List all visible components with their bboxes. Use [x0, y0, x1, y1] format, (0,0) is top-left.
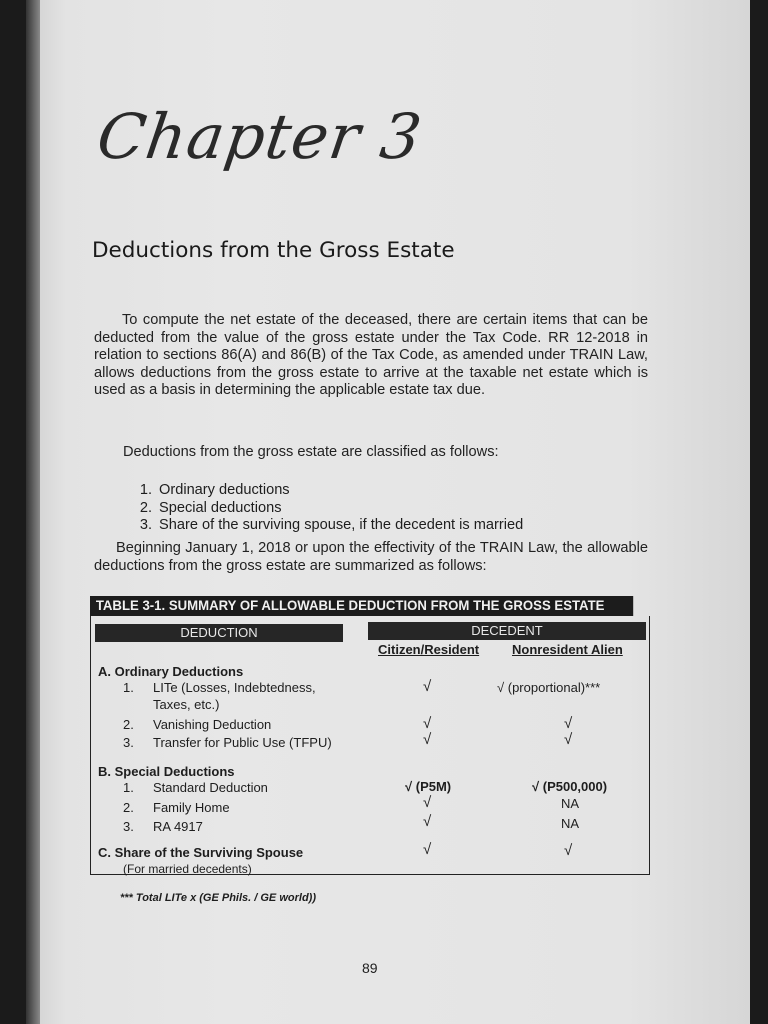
- list-item: 1. Ordinary deductions: [139, 482, 290, 498]
- check-mark: √: [423, 731, 432, 748]
- page-binding: [26, 0, 40, 1024]
- nonresident-column-header: Nonresident Alien: [512, 642, 623, 657]
- standard-citizen-value: √ (P5M): [405, 779, 452, 794]
- page-title: Deductions from the Gross Estate: [92, 238, 455, 263]
- classified-paragraph: Deductions from the gross estate are classified as follows:: [123, 444, 499, 460]
- vanishing-deduction: Vanishing Deduction: [153, 717, 272, 732]
- proportional-value: √ (proportional)***: [497, 680, 601, 695]
- section-b-heading: B. Special Deductions: [98, 764, 235, 779]
- citizen-column-header: Citizen/Resident: [378, 642, 480, 657]
- na-value: NA: [561, 796, 580, 811]
- check-mark: √: [423, 813, 432, 830]
- table-title: TABLE 3-1. SUMMARY OF ALLOWABLE DEDUCTION FROM THE GROSS ESTATE: [90, 596, 633, 616]
- tfpu-deduction: Transfer for Public Use (TFPU): [153, 735, 332, 750]
- deduction-list: [108, 482, 523, 535]
- standard-nonresident-value: √ (P500,000): [532, 779, 608, 794]
- section-a-heading: A. Ordinary Deductions: [98, 664, 244, 679]
- section-c-heading: C. Share of the Surviving Spouse: [98, 845, 304, 860]
- section-c-note: (For married decedents): [123, 862, 252, 876]
- list-item: 3. Share of the surviving spouse, if the decedent is married: [139, 517, 524, 533]
- list-item: 2. Special deductions: [139, 499, 282, 516]
- family-home: Family Home: [153, 800, 230, 815]
- check-mark: √: [423, 678, 432, 695]
- page-number: 89: [362, 960, 378, 976]
- check-mark: √: [564, 731, 573, 748]
- lite-deduction: LITe (Losses, Indebtedness,: [153, 680, 316, 695]
- check-mark: √: [423, 841, 432, 858]
- check-mark: √: [564, 842, 573, 859]
- beginning-paragraph: Beginning January 1, 2018 or upon the effectivity of the TRAIN Law, the allowable deductions from the gross estate are summarized as follows:: [94, 540, 648, 574]
- decedent-column-header: DECEDENT: [368, 622, 646, 640]
- standard-deduction: Standard Deduction: [153, 780, 268, 795]
- check-mark: √: [423, 715, 432, 732]
- na-value: NA: [561, 816, 580, 831]
- deduction-column-header: DEDUCTION: [95, 624, 343, 642]
- check-mark: √: [564, 715, 573, 732]
- check-mark: √: [423, 794, 432, 811]
- ra-4917: RA 4917: [153, 819, 203, 834]
- intro-paragraph: To compute the net estate of the deceased, there are certain items that can be deducted from the value of the gross estate under the Tax Code. RR 12-2018 in relation to sections 86(A) and 86(B) of the Tax Code, as amended under TRAIN Law, allows deductions from the gross estate to arrive at the taxable net estate which is used as a basis in determining the applicable estate tax due.: [94, 312, 648, 398]
- chapter-heading: Chapter 3: [92, 100, 427, 173]
- table-footnote: *** Total LITe x (GE Phils. / GE world)): [120, 892, 316, 904]
